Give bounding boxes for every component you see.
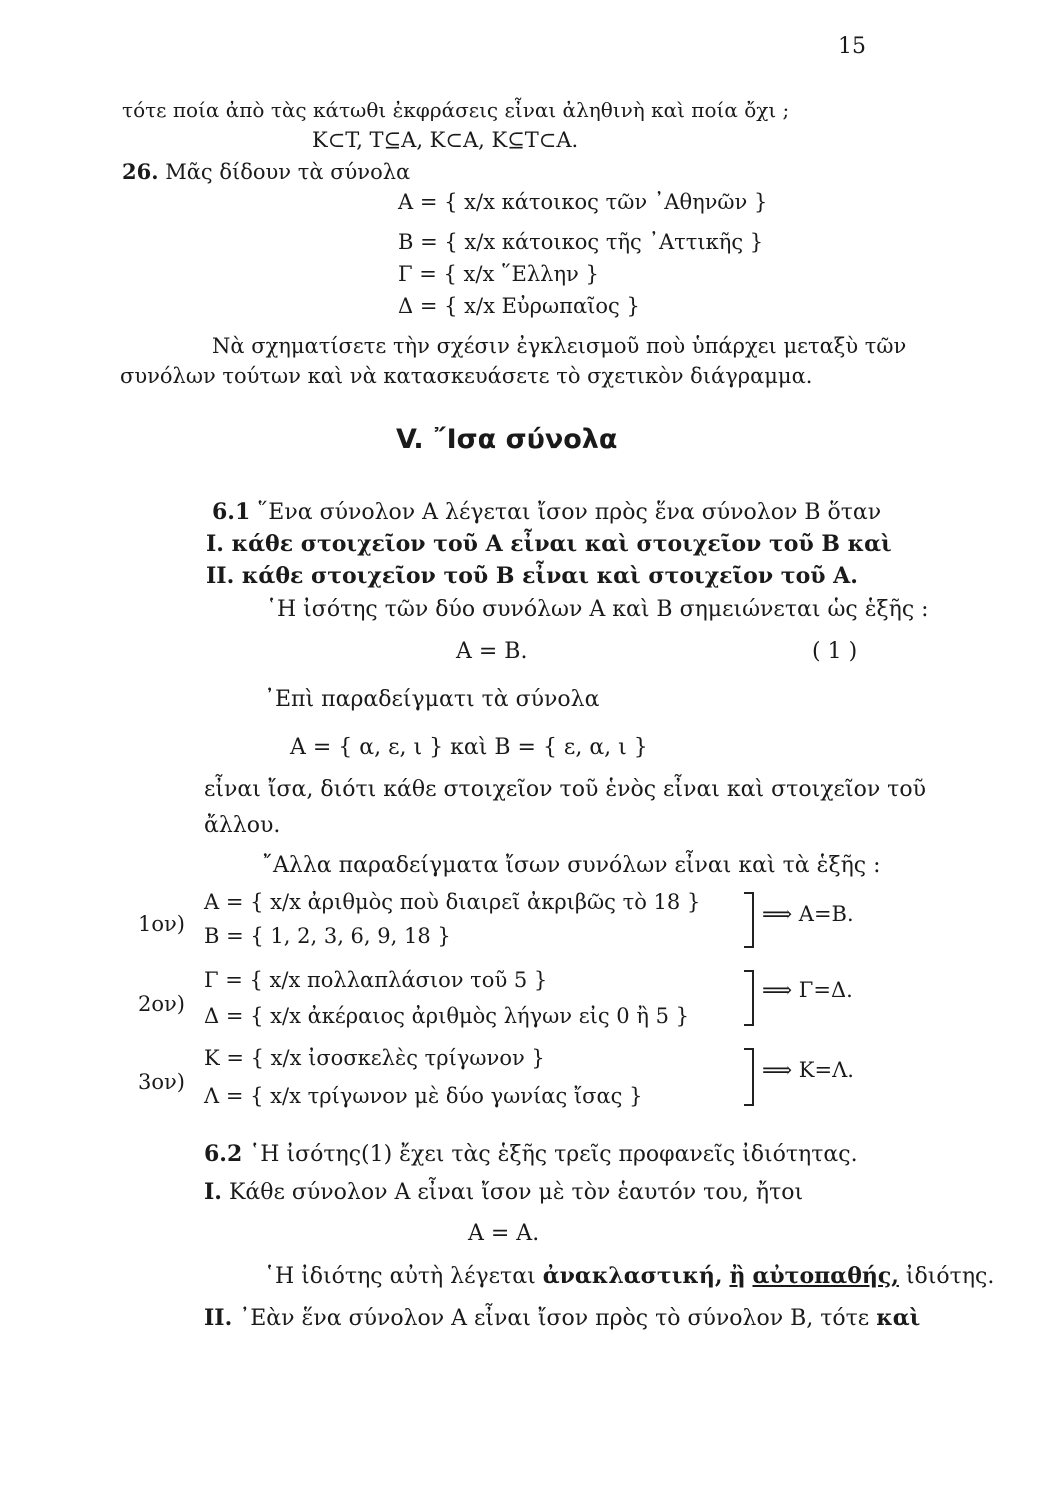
example-sets: A = { α, ε, ι } καὶ B = { ε, α, ι } <box>290 735 648 760</box>
bracket <box>744 892 754 948</box>
bracket <box>744 970 754 1026</box>
property-text: Κάθε σύνολον A εἶναι ἴσον μὲ τὸν ἑαυτόν του, ἤτοι <box>228 1180 804 1205</box>
bracket <box>744 1048 754 1106</box>
set-a-definition: A = { x/x κάτοικος τῶν ᾿Αθηνῶν } <box>398 190 768 214</box>
definition-text: ῞Ενα σύνολον A λέγεται ἴσον πρὸς ἕνα σύνολον B ὅταν <box>257 500 882 525</box>
example-line: A = { x/x ἀριθμὸς ποὺ διαιρεῖ ἀκριβῶς τὸ 18 } <box>204 890 701 914</box>
task-line-1: Νὰ σχηματίσετε τὴν σχέσιν ἐγκλεισμοῦ ποὺ ὑπάρχει μεταξὺ τῶν <box>212 334 907 358</box>
section-number: 6.2 <box>204 1141 243 1167</box>
definition-6-1 <box>212 498 881 527</box>
example-line: Λ = { x/x τρίγωνον μὲ δύο γωνίας ἴσας } <box>204 1084 643 1108</box>
relations-line: K⊂T, T⊆A, K⊂A, K⊆T⊂A. <box>312 128 579 152</box>
reason-line-1: εἶναι ἴσα, διότι κάθε στοιχεῖον τοῦ ἑνὸς εἶναι καὶ στοιχεῖον τοῦ <box>204 777 926 802</box>
exercise-26 <box>122 158 410 186</box>
autopathic-term: αὐτοπαθής, <box>752 1263 899 1289</box>
set-b-definition: B = { x/x κάτοικος τῆς ᾿Αττικῆς } <box>398 230 764 254</box>
example-line: B = { 1, 2, 3, 6, 9, 18 } <box>204 924 451 948</box>
property-1-equation: A = A. <box>468 1221 540 1246</box>
example-result: ⟹ A=B. <box>762 902 854 926</box>
set-d-definition: Δ = { x/x Εὐρωπαῖος } <box>398 294 640 318</box>
example-result: ⟹ Γ=Δ. <box>762 978 853 1002</box>
section-title: V. ῎Ισα σύνολα <box>396 424 618 455</box>
property-1 <box>204 1178 803 1207</box>
condition-2: II. κάθε στοιχεῖον τοῦ B εἶναι καὶ στοιχεῖον τοῦ A. <box>206 563 858 589</box>
notation-line: ῾Η ἰσότης τῶν δύο συνόλων A καὶ B σημειώνεται ὡς ἑξῆς : <box>266 597 929 622</box>
section-6-2 <box>204 1140 858 1169</box>
example-result: ⟹ K=Λ. <box>762 1058 854 1082</box>
reflexive-term: ἀνακλαστική, <box>542 1263 723 1289</box>
exercise-number: 26. <box>122 159 159 184</box>
property-label: II. <box>204 1305 233 1331</box>
exercise-text: Μᾶς δίδουν τὰ σύνολα <box>165 160 411 184</box>
property-text: ᾿Εὰν ἕνα σύνολον A εἶναι ἴσον πρὸς τὸ σύνολον B, τότε <box>239 1306 870 1331</box>
section-number: 6.1 <box>212 499 251 525</box>
set-g-definition: Γ = { x/x ῞Ελλην } <box>398 262 599 286</box>
property-name-line <box>264 1262 994 1291</box>
or-word: ἢ <box>729 1263 746 1289</box>
property-name-suffix: ἰδιότης. <box>905 1264 995 1289</box>
more-examples-line: ῎Αλλα παραδείγματα ἴσων συνόλων εἶναι καὶ τὰ ἑξῆς : <box>262 853 881 878</box>
equation: A = B. <box>456 639 528 664</box>
section-text: ῾Η ἰσότης(1) ἔχει τὰς ἑξῆς τρεῖς προφανεῖς ἰδιότητας. <box>249 1142 858 1167</box>
condition-1: I. κάθε στοιχεῖον τοῦ A εἶναι καὶ στοιχεῖον τοῦ B καὶ <box>206 531 892 557</box>
example-line: Γ = { x/x πολλαπλάσιον τοῦ 5 } <box>204 968 548 992</box>
example-intro: ᾿Επὶ παραδείγματι τὰ σύνολα <box>264 687 600 712</box>
property-2 <box>204 1304 920 1333</box>
task-line-2: συνόλων τούτων καὶ νὰ κατασκευάσετε τὸ σχετικὸν διάγραμμα. <box>120 364 813 388</box>
property-bold-word: καὶ <box>876 1305 921 1331</box>
property-name-prefix: ῾Η ἰδιότης αὐτὴ λέγεται <box>264 1264 536 1289</box>
example-line: Δ = { x/x ἀκέραιος ἀριθμὸς λήγων εἰς 0 ἢ 5 } <box>204 1004 689 1028</box>
example-label: 3ον) <box>138 1070 185 1094</box>
equation-label: ( 1 ) <box>812 639 858 664</box>
reason-line-2: ἄλλου. <box>204 813 281 838</box>
page-number: 15 <box>838 34 866 59</box>
example-label: 2ον) <box>138 992 185 1016</box>
example-label: 1ον) <box>138 912 185 936</box>
intro-line: τότε ποία ἀπὸ τὰς κάτωθι ἐκφράσεις εἶναι ἀληθινὴ καὶ ποία ὄχι ; <box>122 98 790 122</box>
example-line: K = { x/x ἰσοσκελὲς τρίγωνον } <box>204 1046 545 1070</box>
property-label: I. <box>204 1179 222 1205</box>
